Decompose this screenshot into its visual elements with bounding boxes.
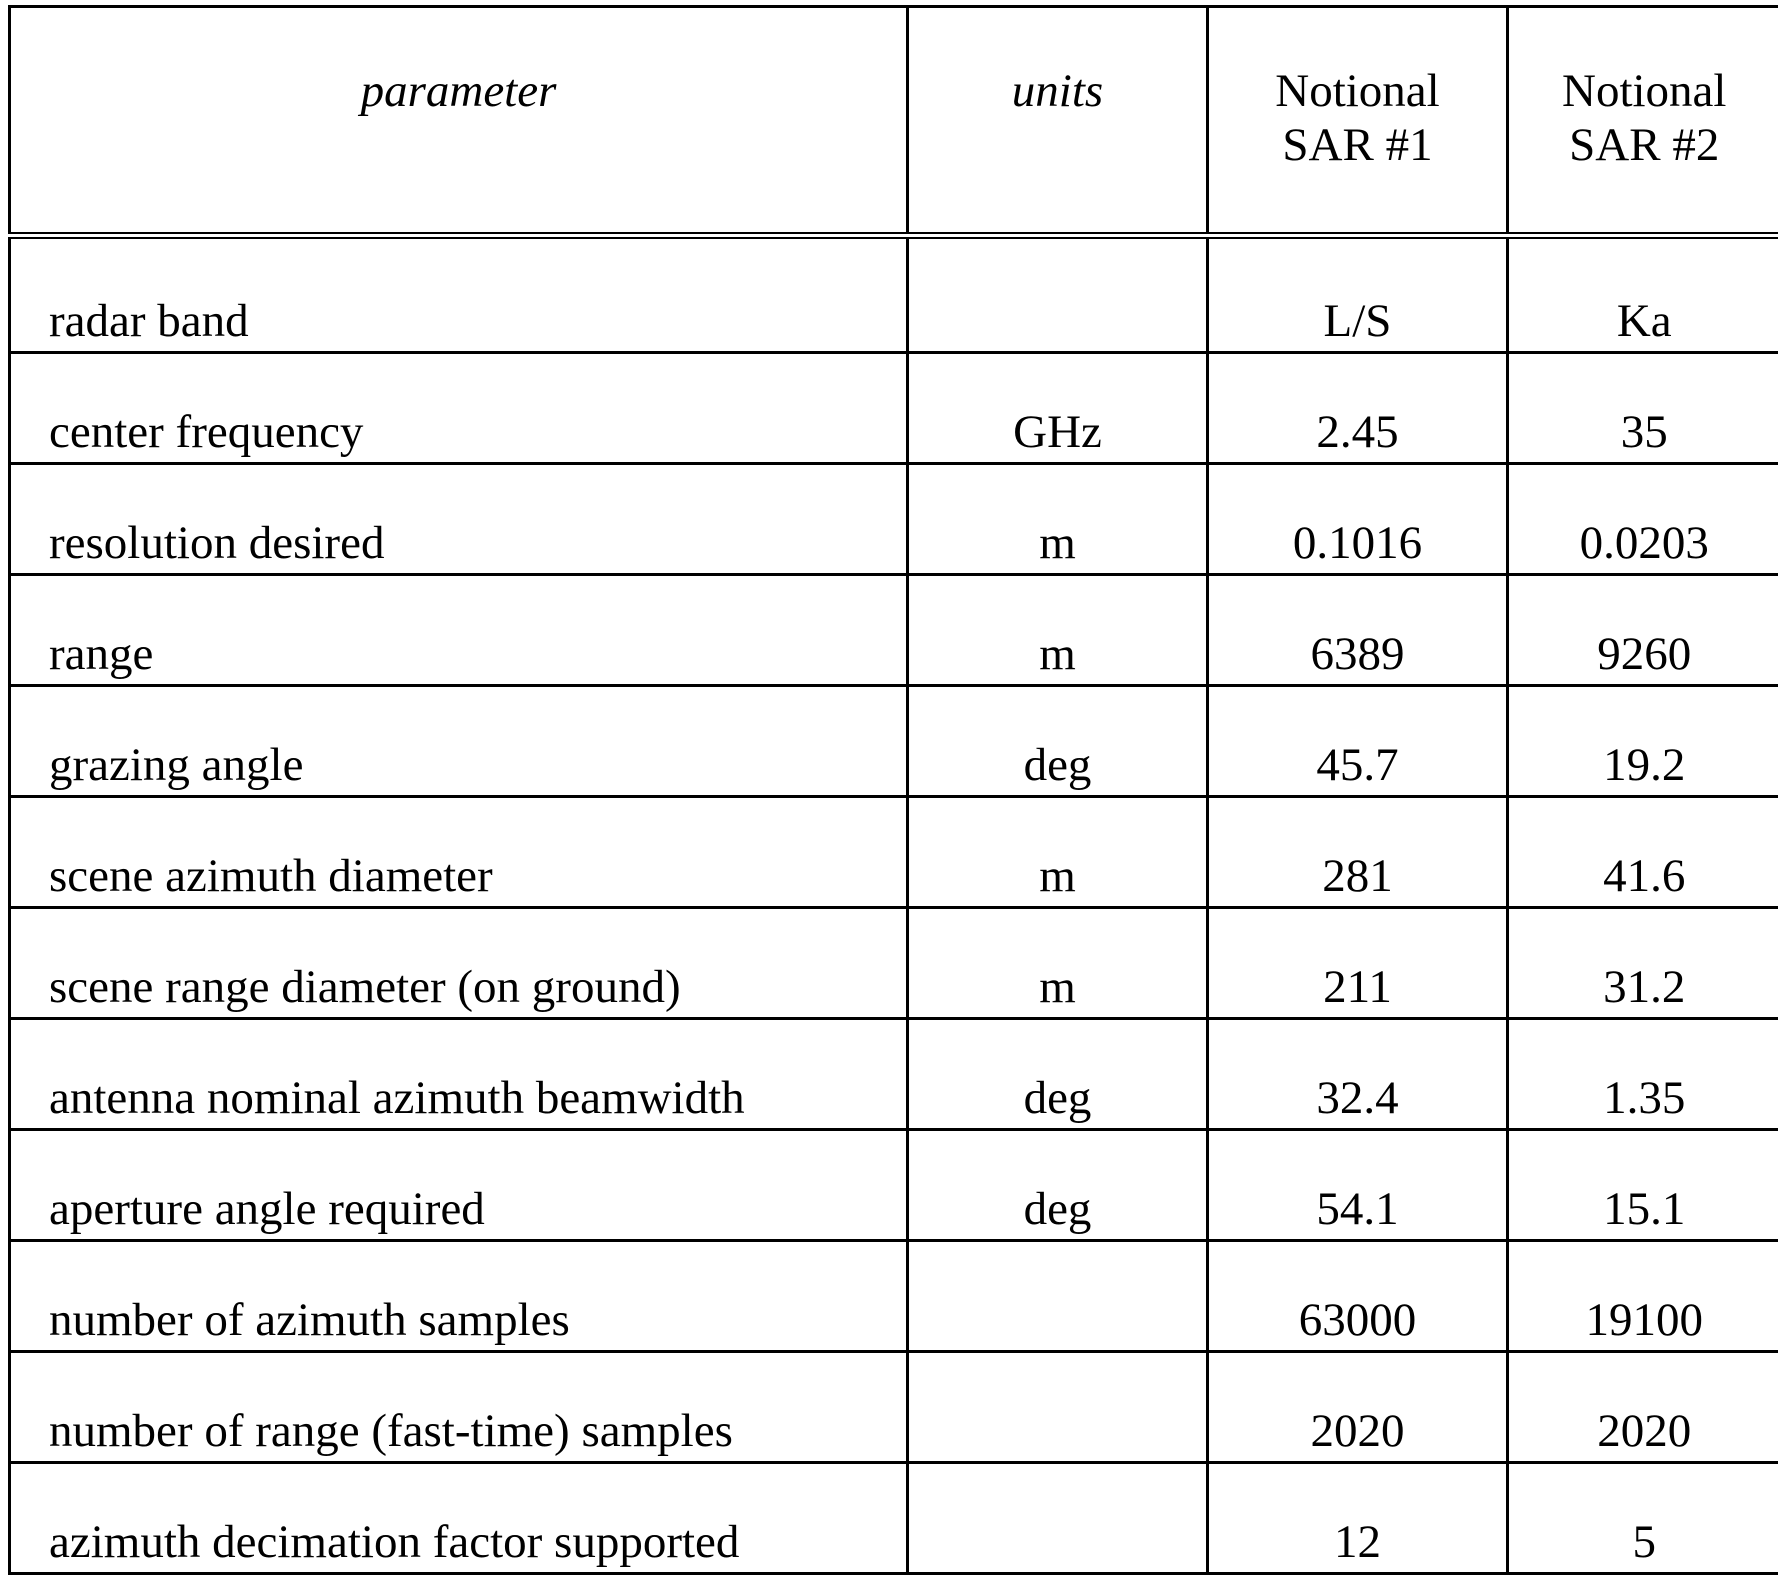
cell-parameter: aperture angle required — [10, 1130, 908, 1241]
cell-sar2: 41.6 — [1508, 797, 1778, 908]
table-row — [10, 1352, 1778, 1463]
cell-sar1: 2.45 — [1208, 353, 1508, 464]
table-row — [10, 1241, 1778, 1352]
cell-sar1: 63000 — [1208, 1241, 1508, 1352]
cell-units: deg — [908, 1019, 1208, 1130]
cell-sar2: 1.35 — [1508, 1019, 1778, 1130]
cell-parameter: azimuth decimation factor supported — [10, 1463, 908, 1574]
cell-parameter: resolution desired — [10, 464, 908, 575]
cell-units — [908, 1352, 1208, 1463]
cell-parameter: number of range (fast-time) samples — [10, 1352, 908, 1463]
cell-sar1: 54.1 — [1208, 1130, 1508, 1241]
cell-sar2: 9260 — [1508, 575, 1778, 686]
header-sar1-line1: Notional — [1209, 64, 1506, 118]
cell-parameter: scene azimuth diameter — [10, 797, 908, 908]
table-row — [10, 236, 1778, 353]
cell-sar1: 32.4 — [1208, 1019, 1508, 1130]
cell-units — [908, 236, 1208, 353]
cell-sar2: 2020 — [1508, 1352, 1778, 1463]
cell-sar1: 45.7 — [1208, 686, 1508, 797]
cell-sar2: 0.0203 — [1508, 464, 1778, 575]
cell-parameter: scene range diameter (on ground) — [10, 908, 908, 1019]
cell-sar1: 2020 — [1208, 1352, 1508, 1463]
cell-sar2: 5 — [1508, 1463, 1778, 1574]
cell-units: m — [908, 908, 1208, 1019]
cell-units: GHz — [908, 353, 1208, 464]
header-sar1-line2: SAR #1 — [1209, 118, 1506, 172]
table-row — [10, 1019, 1778, 1130]
cell-sar2: 19100 — [1508, 1241, 1778, 1352]
cell-sar2: Ka — [1508, 236, 1778, 353]
header-sar2-line1: Notional — [1509, 64, 1778, 118]
table-row — [10, 575, 1778, 686]
cell-sar2: 15.1 — [1508, 1130, 1778, 1241]
header-sar1 — [1208, 7, 1508, 236]
cell-units: deg — [908, 686, 1208, 797]
header-sar2-line2: SAR #2 — [1509, 118, 1778, 172]
table-row — [10, 1463, 1778, 1574]
header-parameter: parameter — [10, 7, 908, 236]
cell-sar1: 211 — [1208, 908, 1508, 1019]
cell-parameter: number of azimuth samples — [10, 1241, 908, 1352]
header-row — [10, 7, 1778, 236]
cell-sar2: 35 — [1508, 353, 1778, 464]
sar-parameters-table — [8, 5, 1778, 1575]
table-row — [10, 1130, 1778, 1241]
cell-units: m — [908, 797, 1208, 908]
cell-parameter: grazing angle — [10, 686, 908, 797]
cell-parameter: antenna nominal azimuth beamwidth — [10, 1019, 908, 1130]
cell-sar1: L/S — [1208, 236, 1508, 353]
table-row — [10, 797, 1778, 908]
table-body — [10, 236, 1778, 1574]
cell-sar1: 0.1016 — [1208, 464, 1508, 575]
cell-units — [908, 1241, 1208, 1352]
table-row — [10, 353, 1778, 464]
cell-units — [908, 1463, 1208, 1574]
cell-sar2: 31.2 — [1508, 908, 1778, 1019]
cell-units: m — [908, 575, 1208, 686]
cell-parameter: range — [10, 575, 908, 686]
table-row — [10, 464, 1778, 575]
cell-parameter: radar band — [10, 236, 908, 353]
table-row — [10, 908, 1778, 1019]
cell-sar2: 19.2 — [1508, 686, 1778, 797]
cell-units: deg — [908, 1130, 1208, 1241]
cell-units: m — [908, 464, 1208, 575]
cell-sar1: 6389 — [1208, 575, 1508, 686]
header-units: units — [908, 7, 1208, 236]
table-row — [10, 686, 1778, 797]
header-sar2 — [1508, 7, 1778, 236]
cell-sar1: 281 — [1208, 797, 1508, 908]
cell-parameter: center frequency — [10, 353, 908, 464]
cell-sar1: 12 — [1208, 1463, 1508, 1574]
